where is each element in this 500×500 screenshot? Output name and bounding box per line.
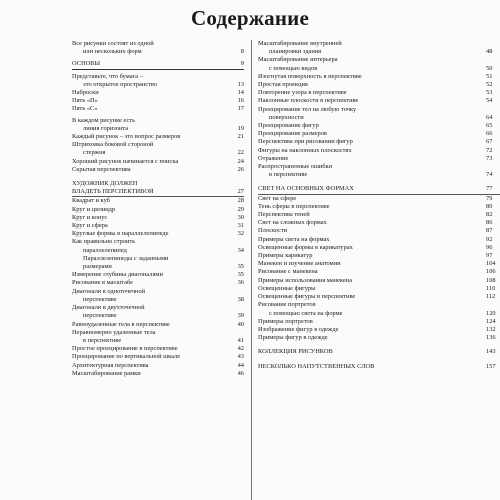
toc-entry-title: линия горизонта (83, 124, 129, 132)
toc-entry (258, 293, 500, 301)
toc-page-number: 14 (237, 89, 244, 97)
toc-entry-title: Круглые формы в параллелепипеде (72, 230, 169, 238)
toc-entry (258, 73, 500, 81)
toc-page-number: 112 (486, 293, 496, 301)
toc-entry-title: Проецирование фигур (258, 122, 319, 130)
toc-page-number: 157 (486, 362, 496, 370)
toc-entry (72, 230, 244, 238)
toc-entry-title: Перспектива при рисовании фигур (258, 138, 353, 146)
toc-right-column (258, 40, 500, 371)
toc-page-number: 29 (237, 205, 244, 213)
toc-page-number: 30 (237, 213, 244, 221)
toc-page-number: 17 (237, 105, 244, 113)
toc-entry (72, 312, 244, 320)
toc-page-number: 41 (237, 336, 244, 344)
toc-entry (72, 296, 244, 304)
toc-entry (72, 40, 244, 48)
toc-entry (258, 147, 500, 155)
toc-page-number: 79 (486, 194, 493, 202)
toc-entry-title: Отражение (258, 154, 289, 162)
toc-page-number: 53 (486, 89, 493, 97)
toc-page-number: 22 (237, 149, 244, 157)
toc-entry-title: Проецирование размеров (258, 130, 327, 138)
toc-entry (72, 73, 244, 81)
toc-entry-title: Изогнутая поверхность в перспективе (258, 72, 362, 80)
toc-entry-title: Изображение фигур в одежде (258, 325, 339, 333)
toc-entry-title: Измерение глубины диагоналями (72, 271, 163, 279)
toc-page-number: 51 (486, 72, 493, 80)
toc-entry (72, 206, 244, 214)
toc-entry-title: Манекен и изучение анатомии (258, 260, 341, 268)
toc-page-number: 73 (486, 154, 493, 162)
toc-page-number: 26 (237, 165, 244, 173)
toc-entry (72, 247, 244, 255)
toc-entry-title: Примеры использования манекена (258, 276, 353, 284)
toc-page-number: 108 (486, 276, 496, 284)
toc-entry (72, 133, 244, 141)
toc-entry (72, 271, 244, 279)
toc-page-number: 38 (237, 295, 244, 303)
toc-entry-title: Примеры фигур в одежде (258, 334, 328, 342)
toc-entry-title: СВЕТ НА ОСНОВНЫХ ФОРМАХ (258, 185, 354, 193)
toc-page-number: 50 (486, 64, 493, 72)
toc-entry (72, 214, 244, 222)
toc-entry-title: Пять «С» (72, 105, 98, 113)
toc-entry-title: планировки здания (269, 48, 322, 56)
toc-entry-title: Все рисунки состоят из одной (72, 40, 154, 47)
toc-entry (72, 370, 244, 378)
toc-entry-title: размерами (83, 263, 112, 271)
toc-entry (258, 334, 500, 342)
toc-left-column (72, 40, 244, 378)
toc-page-number: 82 (486, 211, 493, 219)
toc-page-number: 32 (237, 230, 244, 238)
toc-entry (258, 122, 500, 130)
toc-entry-title: Простое проецирование в перспективе (72, 345, 178, 353)
toc-entry (258, 89, 500, 97)
toc-entry-title: Масштабирование внутренней (258, 40, 342, 47)
toc-entry (72, 238, 244, 246)
toc-page-number: 34 (237, 246, 244, 254)
toc-page-number: 104 (486, 260, 496, 268)
toc-page-number: 52 (486, 81, 493, 89)
toc-entry (72, 48, 244, 56)
toc-entry (258, 155, 500, 163)
toc-entry (72, 97, 244, 105)
toc-entry-title: или нескольких форм (83, 48, 142, 56)
toc-page-number: 31 (237, 222, 244, 230)
toc-entry (258, 301, 500, 309)
toc-page-number: 46 (237, 369, 244, 377)
toc-entry-title: НЕСКОЛЬКО НАПУТСТВЕННЫХ СЛОВ (258, 362, 375, 370)
toc-entry (72, 81, 244, 89)
toc-entry (72, 117, 244, 125)
toc-entry-title: Простая проекция (258, 81, 308, 89)
toc-page-number: 120 (486, 309, 496, 317)
toc-entry (72, 329, 244, 337)
toc-entry-title: Рисование портретов (258, 301, 316, 309)
toc-page-number: 19 (237, 124, 244, 132)
toc-entry (258, 285, 500, 293)
toc-entry (72, 279, 244, 287)
toc-entry-title: Свет на сфере (258, 194, 297, 202)
toc-entry-title: Фигуры на наклонных плоскостях (258, 146, 352, 154)
toc-entry-title: Равноудаленные тела в перспективе (72, 320, 170, 328)
toc-entry (258, 318, 500, 326)
toc-entry (258, 56, 500, 64)
toc-entry-title: Представьте, что бумага – (72, 72, 143, 80)
toc-entry (258, 310, 500, 318)
toc-page-number: 54 (486, 97, 493, 105)
toc-entry-title: в перспективе (83, 336, 122, 344)
toc-entry-title: в перспективе (269, 171, 308, 179)
toc-section-heading (258, 185, 500, 194)
page-title: Содержание (191, 6, 309, 30)
toc-entry (258, 40, 500, 48)
toc-entry (258, 163, 500, 171)
toc-page-number: 67 (486, 138, 493, 146)
toc-page-number: 48 (486, 48, 493, 56)
toc-entry (72, 197, 244, 205)
toc-entry (258, 236, 500, 244)
toc-entry-title: Тень сферы в перспективе (258, 202, 330, 210)
toc-section-heading (72, 180, 244, 188)
toc-page-number: 16 (237, 97, 244, 105)
toc-page-number: 39 (237, 312, 244, 320)
toc-entry (72, 353, 244, 361)
toc-entry-title: Проецирование тел на любую точку (258, 105, 357, 113)
toc-entry-title: Как правильно строить (72, 238, 136, 246)
toc-entry-title: Круг и сфера (72, 222, 108, 230)
toc-page-number: 87 (486, 227, 493, 235)
toc-page-number: 74 (486, 171, 493, 179)
toc-page-number: 86 (486, 219, 493, 227)
toc-entry (72, 345, 244, 353)
toc-entry (72, 255, 244, 263)
toc-page-number: 132 (486, 325, 496, 333)
toc-section-heading (72, 60, 244, 69)
toc-entry (258, 130, 500, 138)
toc-entry (258, 203, 500, 211)
toc-page-number: 24 (237, 157, 244, 165)
toc-entry (72, 125, 244, 133)
toc-entry (72, 188, 244, 197)
toc-entry (72, 149, 244, 157)
toc-entry (258, 211, 500, 219)
toc-entry (258, 114, 500, 122)
toc-entry-title: Скрытая перспектива (72, 165, 131, 173)
toc-entry-title: Примеры карикатур (258, 252, 313, 260)
toc-entry (258, 227, 500, 235)
toc-page-number: 77 (486, 185, 493, 193)
toc-page-number: 28 (237, 197, 244, 205)
toc-entry (72, 362, 244, 370)
toc-entry (258, 81, 500, 89)
toc-entry-title: Неравномерно удаленные тела (72, 328, 156, 336)
toc-entry (72, 222, 244, 230)
toc-entry-title: Масштабирование рамки (72, 369, 141, 377)
toc-page-number: 97 (486, 252, 493, 260)
toc-page-number: 27 (237, 188, 244, 196)
toc-page-number: 43 (237, 353, 244, 361)
toc-entry-title: Штриховка боковой стороной (72, 141, 154, 149)
toc-page-number: 35 (237, 271, 244, 279)
toc-page-number: 92 (486, 235, 493, 243)
toc-entry (258, 252, 500, 260)
toc-entry-title: Освещенные фигуры в перспективе (258, 293, 356, 301)
toc-entry-title: ХУДОЖНИК ДОЛЖЕН (72, 180, 138, 188)
toc-page-number: 64 (486, 113, 493, 121)
toc-entry-title: Плоскости (258, 227, 288, 235)
toc-entry-title: стержня (83, 149, 106, 157)
toc-section-heading (258, 348, 500, 356)
toc-page-number: 9 (240, 60, 244, 68)
toc-entry-title: Параллелепипеды с заданными (83, 254, 169, 262)
toc-entry-title: Рисование с манекена (258, 268, 318, 276)
toc-section-heading (258, 363, 500, 371)
toc-entry-title: Архитектурная перспектива (72, 361, 149, 369)
toc-entry-title: Хороший рисунок начинается с поиска (72, 157, 179, 165)
toc-page-number: 36 (237, 279, 244, 287)
toc-entry (258, 244, 500, 252)
toc-entry-title: Освещенные фигуры (258, 284, 316, 292)
toc-entry (258, 97, 500, 105)
toc-page-number: 96 (486, 243, 493, 251)
toc-entry (258, 171, 500, 179)
toc-entry (258, 268, 500, 276)
toc-page-number: 136 (486, 334, 496, 342)
toc-entry-title: поверхности (269, 113, 304, 121)
toc-entry (72, 304, 244, 312)
toc-entry-title: Примеры света на формах (258, 235, 330, 243)
toc-entry (258, 277, 500, 285)
toc-entry (258, 326, 500, 334)
toc-entry-title: параллелепипед (83, 246, 127, 254)
toc-entry-title: КОЛЛЕКЦИЯ РИСУНКОВ (258, 348, 333, 356)
toc-entry (258, 138, 500, 146)
toc-page-number: 124 (486, 317, 496, 325)
toc-entry (72, 337, 244, 345)
toc-page-number: 143 (486, 348, 496, 356)
toc-entry-title: Круг и цилиндр (72, 205, 116, 213)
toc-page-number: 40 (237, 320, 244, 328)
toc-entry-title: Проецирование по вертикальной шкале (72, 353, 181, 361)
toc-entry-title: Рисование в масштабе (72, 279, 133, 287)
toc-entry-title: Диагонали в одноточечной (72, 287, 146, 295)
toc-entry (72, 141, 244, 149)
toc-entry (258, 219, 500, 227)
toc-entry-title: Освещенные формы в карикатурах (258, 243, 353, 251)
toc-page-number: 66 (486, 130, 493, 138)
toc-page-number: 106 (486, 268, 496, 276)
toc-entry (258, 65, 500, 73)
toc-entry (258, 260, 500, 268)
toc-page-number: 8 (240, 48, 244, 56)
toc-entry-title: Повторение узора в перспективе (258, 89, 347, 97)
toc-entry (72, 158, 244, 166)
toc-page-number: 72 (486, 146, 493, 154)
toc-entry (72, 321, 244, 329)
toc-entry-title: В каждом рисунке есть (72, 116, 135, 124)
toc-entry-title: Свет на сложных формах (258, 219, 327, 227)
toc-entry-title: с помощью видов (269, 64, 318, 72)
toc-page-number: 42 (237, 345, 244, 353)
toc-entry-title: перспективе (83, 295, 117, 303)
toc-entry (72, 288, 244, 296)
toc-entry-title: с помощью света на форме (269, 309, 343, 317)
toc-entry-title: Примеры портретов (258, 317, 313, 325)
toc-page-number: 110 (486, 284, 496, 292)
toc-entry-title: ВЛАДЕТЬ ПЕРСПЕКТИВОЙ (72, 188, 154, 196)
toc-entry-title: Наклонные плоскости в перспективе (258, 97, 359, 105)
toc-entry-title: Пять «П» (72, 97, 98, 105)
toc-entry (258, 106, 500, 114)
toc-entry (72, 105, 244, 113)
toc-entry (72, 166, 244, 174)
toc-page-number: 80 (486, 202, 493, 210)
toc-entry (72, 263, 244, 271)
toc-page-number: 65 (486, 122, 493, 130)
toc-entry-title: Диагонали в двухточечной (72, 304, 145, 312)
toc-entry-title: Распространенные ошибки (258, 163, 333, 171)
toc-page-number: 13 (237, 80, 244, 88)
toc-entry-title: Круг и конус (72, 213, 108, 221)
toc-entry-title: перспективе (83, 312, 117, 320)
toc-entry-title: Каждый рисунок – это вопрос размеров (72, 133, 181, 141)
toc-page-number: 21 (237, 133, 244, 141)
toc-entry-title: это открытое пространство (83, 80, 158, 88)
toc-entry-title: Наброски (72, 89, 99, 97)
toc-entry-title: Перспектива теней (258, 211, 310, 219)
toc-entry-title: Квадрат и куб (72, 197, 110, 205)
toc-page-number: 44 (237, 361, 244, 369)
toc-entry-title: Масштабирование интерьера (258, 56, 338, 64)
toc-entry (258, 48, 500, 56)
toc-page-number: 35 (237, 263, 244, 271)
toc-entry-title: ОСНОВЫ (72, 60, 101, 68)
toc-entry (258, 195, 500, 203)
toc-entry (72, 89, 244, 97)
column-divider (251, 40, 252, 500)
